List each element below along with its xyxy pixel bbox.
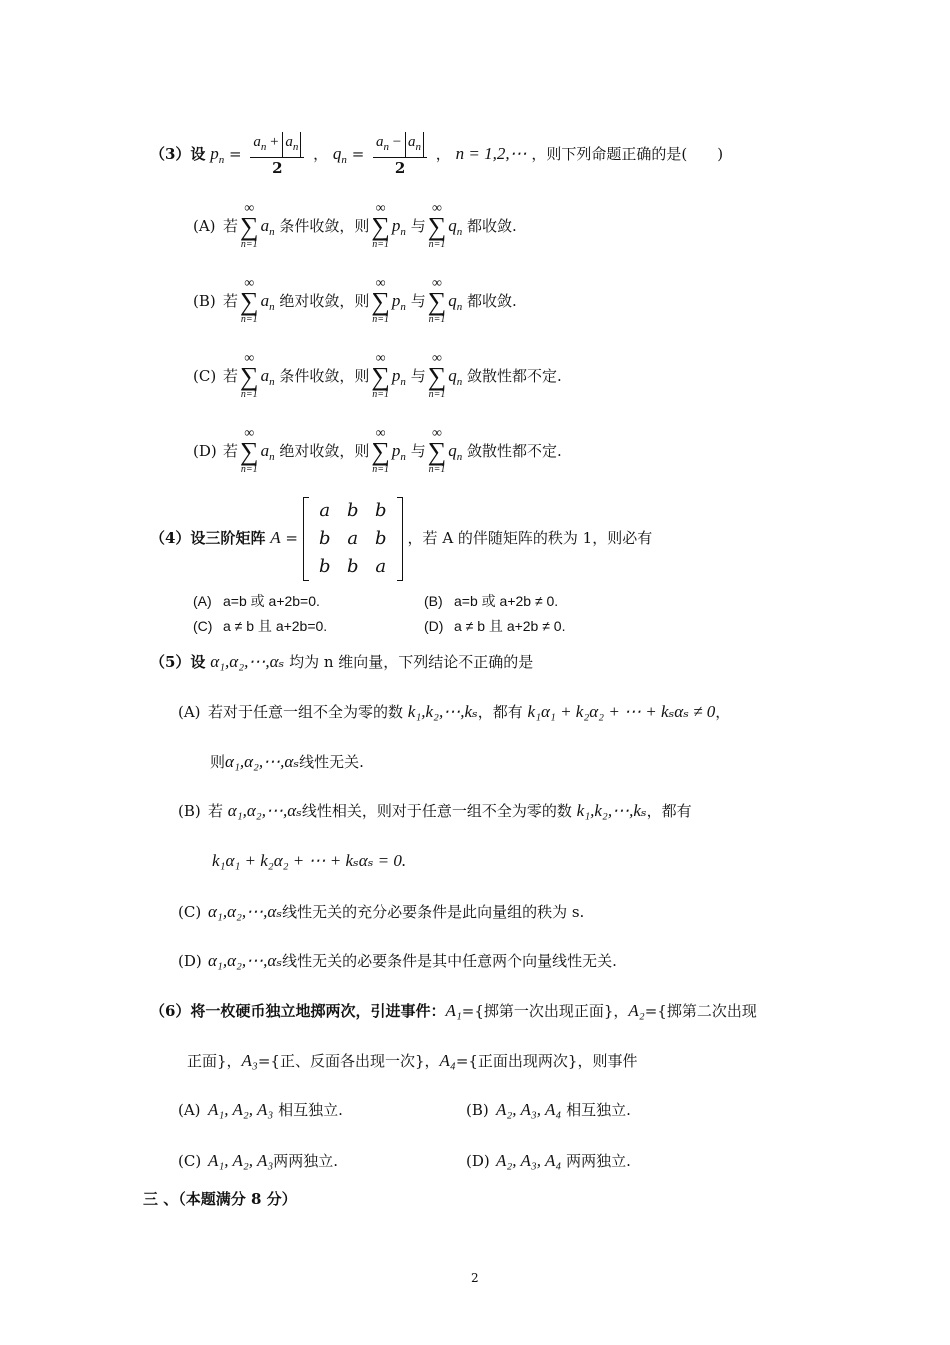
- q5-option-B-line1: (B) 若 α₁,α₂,⋯,αₛ线性相关，则对于任意一组不全为零的数 k₁,k₂,⋯,kₛ，都有: [178, 801, 692, 820]
- q4-number: （4）设三阶矩阵: [150, 529, 266, 547]
- summation-symbol: ∞ ∑ n=1: [240, 276, 259, 325]
- q4-option-A: (A) a=b 或 a+2b=0.: [193, 593, 320, 609]
- q5-option-A-line2: 则α₁,α₂,⋯,αₛ线性无关.: [210, 752, 364, 771]
- summation-symbol: ∞ ∑ n=1: [427, 351, 447, 400]
- q3-tail: ，则下列命题正确的是( ): [531, 145, 724, 163]
- section-three-heading: 三 、（本题满分 8 分）: [143, 1190, 297, 1208]
- q4-tail: ，若 A 的伴随矩阵的秩为 1，则必有: [407, 529, 653, 547]
- summation-symbol: ∞ ∑ n=1: [427, 426, 447, 475]
- q5-option-D: (D) α₁,α₂,⋯,αₛ线性无关的必要条件是其中任意两个向量线性无关.: [178, 951, 617, 970]
- q6-option-D: (D) A₂, A₃, A₄ 两两独立.: [466, 1151, 631, 1170]
- matrix-A: [303, 497, 403, 581]
- summation-symbol: ∞ ∑ n=1: [427, 201, 447, 250]
- q3-option-A: (A) 若 ∞ ∑ n=1 $a_n$ 条件收敛，则 ∞ ∑ n=1 $p_n$ 与 ∞ ∑ n=1 $q_n$ 都收敛.: [193, 201, 517, 250]
- matrix-entry: a: [347, 528, 359, 549]
- matrix-entry: a: [375, 556, 387, 577]
- summation-symbol: ∞ ∑ n=1: [240, 201, 259, 250]
- page-number: 2: [471, 1271, 479, 1285]
- summation-symbol: ∞ ∑ n=1: [371, 276, 390, 325]
- q6-stem-line1: （6）将一枚硬币独立地掷两次，引进事件：A₁={掷第一次出现正面}，A₂={掷第二次出现: [150, 1001, 757, 1020]
- p-fraction: $\frac{a_n + a_n}{2}$: [250, 132, 304, 178]
- matrix-entry: b: [319, 556, 331, 577]
- n-range: n = 1,2,⋯: [455, 144, 527, 163]
- matrix-entry: b: [347, 556, 359, 577]
- q4-option-C: (C) a ≠ b 且 a+2b=0.: [193, 618, 328, 634]
- matrix-entry: b: [375, 500, 387, 521]
- summation-symbol: ∞ ∑ n=1: [371, 351, 390, 400]
- q5-option-B-line2: k₁α₁ + k₂α₂ + ⋯ + kₛαₛ = 0.: [212, 851, 407, 870]
- q5-option-C: (C) α₁,α₂,⋯,αₛ线性无关的充分必要条件是此向量组的秩为 s.: [178, 902, 585, 921]
- q5-stem: （5）设 α₁,α₂,⋯,αₛ 均为 n 维向量，下列结论不正确的是: [150, 652, 534, 671]
- matrix-entry: b: [319, 528, 331, 549]
- q3-stem: （3）设 $p_n$ = $\frac{a_n + a_n}{2}$ ， $q_n$ = $\frac{a_n - a_n}{2}$ ， n = 1,2,⋯ ，则下列命题正确的是( ): [150, 134, 724, 177]
- summation-symbol: ∞ ∑ n=1: [240, 426, 259, 475]
- matrix-entry: b: [375, 528, 387, 549]
- q3-option-D: (D) 若 ∞ ∑ n=1 $a_n$ 绝对收敛，则 ∞ ∑ n=1 $p_n$ 与 ∞ ∑ n=1 $q_n$ 敛散性都不定.: [193, 426, 562, 475]
- q6-option-B: (B) A₂, A₃, A₄ 相互独立.: [466, 1100, 631, 1119]
- q-fraction: $\frac{a_n - a_n}{2}$: [373, 132, 427, 178]
- q5-option-A-line1: (A) 若对于任意一组不全为零的数 k₁,k₂,⋯,kₛ，都有 k₁α₁ + k₂α₂ + ⋯ + kₛαₛ ≠ 0，: [178, 702, 731, 721]
- q4-option-D: (D) a ≠ b 且 a+2b ≠ 0.: [424, 618, 566, 634]
- q6-option-A: (A) A₁, A₂, A₃ 相互独立.: [178, 1100, 343, 1119]
- q3-option-C: (C) 若 ∞ ∑ n=1 $a_n$ 条件收敛，则 ∞ ∑ n=1 $p_n$ 与 ∞ ∑ n=1 $q_n$ 敛散性都不定.: [193, 351, 562, 400]
- matrix-entry: b: [347, 500, 359, 521]
- p-n: $p_n$: [210, 144, 225, 166]
- summation-symbol: ∞ ∑ n=1: [371, 426, 390, 475]
- matrix-entry: a: [319, 500, 331, 521]
- q3-option-B: (B) 若 ∞ ∑ n=1 $a_n$ 绝对收敛，则 ∞ ∑ n=1 $p_n$ 与 ∞ ∑ n=1 $q_n$ 都收敛.: [193, 276, 517, 325]
- q3-number: （3）设: [150, 145, 206, 163]
- q6-stem-line2: 正面}，A₃={正、反面各出现一次}，A₄={正面出现两次}，则事件: [187, 1051, 638, 1070]
- q-n: $q_n$: [332, 144, 347, 166]
- q6-option-C: (C) A₁, A₂, A₃两两独立.: [178, 1151, 339, 1170]
- summation-symbol: ∞ ∑ n=1: [371, 201, 390, 250]
- q4-option-B: (B) a=b 或 a+2b ≠ 0.: [424, 593, 559, 609]
- summation-symbol: ∞ ∑ n=1: [427, 276, 447, 325]
- q4-stem: （4）设三阶矩阵 A = a b b b a b b b a ，若 A 的伴随矩阵的秩为 1，则必有: [150, 495, 652, 581]
- summation-symbol: ∞ ∑ n=1: [240, 351, 259, 400]
